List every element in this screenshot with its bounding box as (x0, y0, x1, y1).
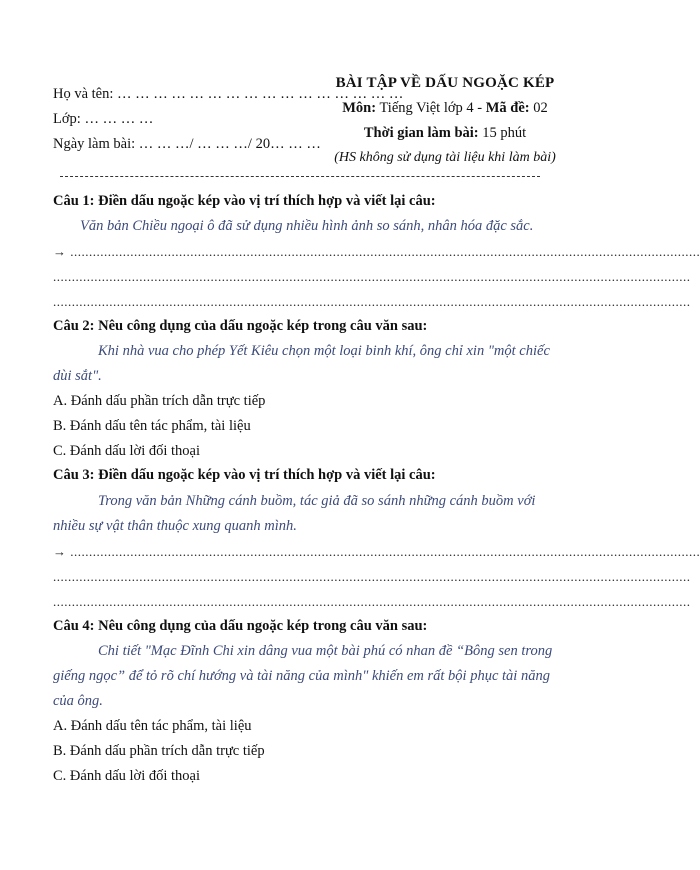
question-2-passage-line-2: dùi sắt". (53, 368, 102, 384)
question-3-passage-line-1: Trong văn bản Những cánh buồm, tác giả đã so sánh những cánh buồm với (98, 493, 536, 509)
question-1-title: Câu 1: Điền dấu ngoặc kép vào vị trí thích hợp và viết lại câu: (53, 193, 436, 209)
code-value: 02 (529, 100, 548, 116)
answer-arrow-icon: → (53, 244, 67, 259)
question-3-answer-line-1[interactable]: → ........................................................................................................................................................................ (53, 544, 700, 559)
subject-value: Tiếng Việt lớp 4 - (376, 100, 486, 116)
student-class-label: Lớp: (53, 111, 85, 127)
code-label: Mã đề: (485, 100, 530, 116)
student-class-line (53, 111, 153, 128)
question-1-answer-line-2[interactable]: .......................................................................................................................................................................... (53, 269, 691, 284)
page-title: BÀI TẬP VỀ DẤU NGOẶC KÉP (335, 75, 555, 91)
time-line (300, 125, 590, 142)
question-4-passage-line-2: giếng ngọc” để tỏ rõ chí hướng và tài năng của mình" khiến em rất bội phục tài năng (53, 668, 550, 684)
question-2-option-b[interactable]: B. Đánh dấu tên tác phẩm, tài liệu (53, 418, 251, 434)
question-1-passage: Văn bản Chiều ngoại ô đã sử dụng nhiều hình ảnh so sánh, nhân hóa đặc sắc. (80, 218, 534, 234)
header-divider (60, 176, 540, 177)
question-3-answer-line-2[interactable]: .......................................................................................................................................................................... (53, 569, 691, 584)
question-4-passage-line-3: của ông. (53, 693, 103, 709)
time-value: 15 phút (478, 125, 527, 141)
question-4-option-a[interactable]: A. Đánh dấu tên tác phẩm, tài liệu (53, 718, 252, 734)
question-2-passage-line-1: Khi nhà vua cho phép Yết Kiêu chọn một loại binh khí, ông chỉ xin "một chiếc (98, 343, 550, 359)
student-date-label: Ngày làm bài: (53, 136, 139, 152)
question-2-option-a[interactable]: A. Đánh dấu phần trích dẫn trực tiếp (53, 393, 266, 409)
student-date-value[interactable]: … … …/ … … …/ 20… … … (138, 136, 321, 152)
subject-label: Môn: (342, 100, 377, 116)
question-2-option-c[interactable]: C. Đánh dấu lời đối thoại (53, 443, 201, 459)
question-3-passage-line-2: nhiều sự vật thân thuộc xung quanh mình. (53, 518, 297, 534)
student-name-label: Họ và tên: (53, 86, 118, 102)
answer-arrow-icon: → (53, 544, 67, 559)
subject-line (300, 100, 590, 117)
question-1-answer-line-1[interactable]: → ........................................................................................................................................................................ (53, 244, 700, 259)
student-class-dots[interactable]: … … … … (84, 111, 154, 127)
time-label: Thời gian làm bài: (363, 125, 479, 141)
exam-note: (HS không sử dụng tài liệu khi làm bài) (334, 150, 556, 165)
question-4-passage-line-1: Chi tiết "Mạc Đĩnh Chi xin dâng vua một bài phú có nhan đề “Bông sen trong (98, 643, 553, 659)
question-4-option-c[interactable]: C. Đánh dấu lời đối thoại (53, 768, 201, 784)
student-name-dots[interactable]: … … … … … … … … … … … … … … … … (117, 86, 404, 102)
question-4-option-b[interactable]: B. Đánh dấu phần trích dẫn trực tiếp (53, 743, 265, 759)
question-3-title: Câu 3: Điền dấu ngoặc kép vào vị trí thích hợp và viết lại câu: (53, 467, 436, 483)
question-3-answer-line-3[interactable]: .......................................................................................................................................................................... (53, 594, 691, 609)
question-2-title: Câu 2: Nêu công dụng của dấu ngoặc kép trong câu văn sau: (53, 318, 428, 334)
student-date-line (53, 136, 321, 153)
question-4-title: Câu 4: Nêu công dụng của dấu ngoặc kép trong câu văn sau: (53, 618, 428, 634)
question-1-answer-line-3[interactable]: .......................................................................................................................................................................... (53, 294, 691, 309)
